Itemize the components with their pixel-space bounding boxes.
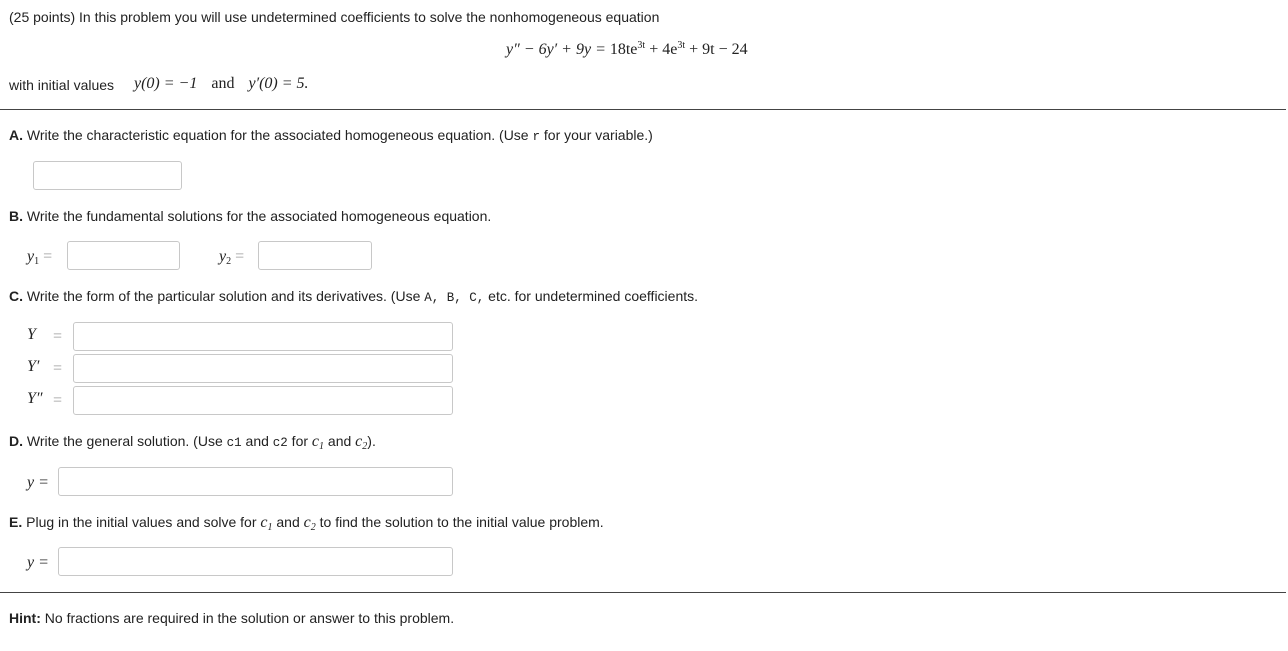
y1-input[interactable] — [67, 241, 180, 270]
part-c-letter: C. — [9, 288, 23, 304]
part-d-letter: D. — [9, 433, 23, 449]
hint-text: No fractions are required in the solution or answer to this problem. — [40, 610, 455, 626]
part-d-for: for — [287, 433, 312, 449]
part-e-text: Plug in the initial values and solve for — [26, 514, 261, 530]
equation-term-1: 18te — [609, 41, 638, 58]
part-c-codes: A, B, C, — [424, 291, 485, 305]
y2-equals: = — [235, 248, 245, 265]
part-c-text-end: etc. for undetermined coefficients. — [484, 288, 699, 304]
initial-conditions — [134, 75, 309, 93]
equation-lhs: y″ − 6y′ + 9y = — [506, 41, 610, 58]
ivp-solution-input[interactable] — [58, 547, 453, 576]
Ypp-input[interactable] — [73, 386, 453, 415]
part-d-prompt — [9, 433, 376, 451]
part-d-and2: and — [324, 433, 356, 449]
Yp-equals: = — [53, 360, 63, 377]
part-a-prompt — [9, 127, 653, 144]
part-e-c1 — [260, 514, 272, 531]
part-a-letter: A. — [9, 127, 23, 143]
general-solution-label: y = — [27, 474, 49, 491]
initial-condition-1: y(0) = −1 — [134, 75, 198, 92]
top-divider — [0, 109, 1286, 110]
part-d-text: Write the general solution. (Use — [26, 433, 227, 449]
part-d-and1: and — [241, 433, 273, 449]
part-d-c1-letter: c — [311, 433, 320, 450]
Ypp-equals: = — [53, 392, 63, 409]
bottom-divider — [0, 592, 1286, 593]
initial-condition-and: and — [211, 75, 235, 92]
part-d-code2: c2 — [272, 436, 288, 450]
Ypp-label — [27, 390, 43, 408]
part-b-text: Write the fundamental solutions for the associated homogeneous equation. — [26, 208, 492, 224]
equation-term-1-exp: 3t — [637, 40, 646, 51]
Yp-input[interactable] — [73, 354, 453, 383]
y2-label — [219, 248, 244, 266]
equation-term-3: + 9t − 24 — [685, 41, 748, 58]
hint — [9, 610, 454, 626]
part-a-var: r — [532, 130, 540, 144]
initial-values-label: with initial values — [9, 77, 115, 93]
part-b-letter: B. — [9, 208, 23, 224]
Y-input[interactable] — [73, 322, 453, 351]
equation-term-2: + 4e — [645, 41, 678, 58]
initial-condition-2: y′(0) = 5. — [248, 75, 309, 92]
part-e-letter: E. — [9, 514, 23, 530]
y2-letter: y — [219, 248, 227, 265]
part-e-c2 — [304, 514, 316, 531]
hint-label: Hint: — [9, 610, 41, 626]
part-d-c2-letter: c — [355, 433, 363, 450]
y2-subscript: 2 — [226, 256, 232, 267]
part-e-text-end: to find the solution to the initial value problem. — [315, 514, 604, 530]
characteristic-equation-input[interactable] — [33, 161, 182, 190]
y1-label — [27, 248, 52, 266]
equation-term-2-exp: 3t — [677, 40, 686, 51]
part-e-c2-letter: c — [303, 514, 311, 531]
general-solution-input[interactable] — [58, 467, 453, 496]
part-e-c1-letter: c — [260, 514, 268, 531]
Yp-label — [27, 358, 39, 376]
Y-equals: = — [53, 328, 63, 345]
part-d-code1: c1 — [226, 436, 242, 450]
part-e-prompt — [9, 514, 604, 532]
part-a-text-end: for your variable.) — [540, 127, 653, 143]
part-c-prompt — [9, 288, 698, 305]
part-d-c2 — [355, 433, 367, 450]
part-c-text: Write the form of the particular solution and its derivatives. (Use — [26, 288, 425, 304]
Yp-letter: Y′ — [27, 358, 40, 375]
part-e-c2-sub: 2 — [310, 522, 316, 533]
ivp-solution-label: y = — [27, 554, 49, 571]
Y-letter: Y — [27, 326, 36, 343]
part-d-c2-sub: 2 — [362, 441, 368, 452]
y1-subscript: 1 — [34, 256, 40, 267]
part-d-end: ). — [367, 433, 376, 449]
main-equation — [506, 41, 748, 59]
y1-equals: = — [43, 248, 53, 265]
part-a-text: Write the characteristic equation for the associated homogeneous equation. (Use — [26, 127, 533, 143]
Y-label — [27, 326, 36, 344]
part-e-and: and — [272, 514, 304, 530]
part-d-c1 — [312, 433, 324, 450]
part-d-c1-sub: 1 — [319, 441, 325, 452]
problem-intro: (25 points) In this problem you will use undetermined coefficients to solve the nonhomogeneous equation — [9, 9, 660, 25]
part-b-prompt — [9, 208, 491, 224]
y2-input[interactable] — [258, 241, 372, 270]
part-e-c1-sub: 1 — [267, 522, 273, 533]
Ypp-letter: Y″ — [27, 390, 43, 407]
y1-letter: y — [27, 248, 35, 265]
